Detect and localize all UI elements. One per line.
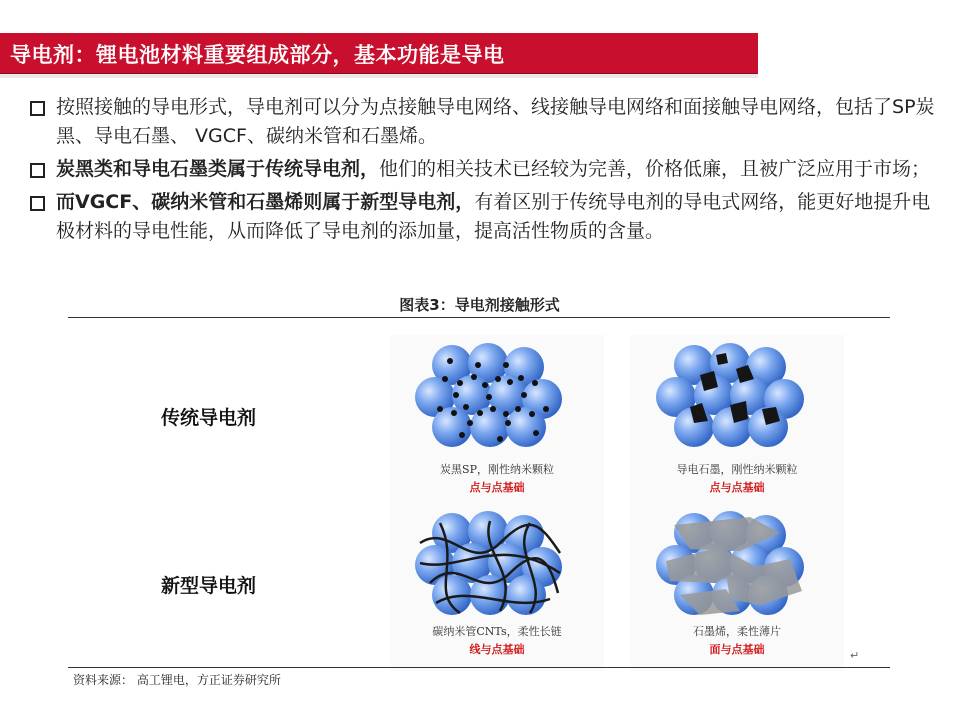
bullet-text: 按照接触的导电形式，导电剂可以分为点接触导电网络、线接触导电网络和面接触导电网络，包括了SP炭黑、导电石墨、 VGCF、碳纳米管和石墨烯。: [56, 96, 935, 147]
carbon-black-illustration: [390, 335, 604, 503]
panel-caption: 导电石墨，刚性纳米颗粒: [676, 463, 798, 476]
panel-subcaption: 面与点基础: [709, 643, 765, 656]
panel-subcaption: 点与点基础: [709, 481, 765, 494]
panel-graphite: [630, 335, 844, 503]
panel-caption: 石墨烯，柔性薄片: [693, 625, 781, 638]
bullet-item-3: [28, 188, 940, 246]
figure-caption: 图表3：导电剂接触形式: [399, 296, 560, 314]
source-note: 资料来源： 高工锂电，方正证券研究所: [73, 673, 281, 687]
bullet-text: 他们的相关技术已经较为完善，价格低廉，且被广泛应用于市场；: [379, 158, 931, 180]
panel-subcaption: 线与点基础: [469, 643, 525, 656]
bullet-item-2: [28, 155, 940, 184]
title-underline: [0, 74, 758, 78]
row-label-new: 新型导电剂: [161, 575, 257, 597]
panel-carbon-black: [390, 335, 604, 503]
panel-graphene: [630, 503, 844, 671]
square-bullet-icon: [30, 163, 45, 178]
return-mark-icon: ↵: [850, 649, 860, 662]
figure-bottom-rule: [68, 667, 890, 668]
square-bullet-icon: [30, 101, 45, 116]
figure-top-rule: [68, 317, 890, 318]
row-label-traditional: 传统导电剂: [161, 407, 257, 429]
panel-cnt: [390, 503, 604, 671]
bullet-text: 有着区别于传统导电剂的导电式网络，能更好地提升电极材料的导电性能，从而降低了导电剂的添加量，提高活性物质的含量。: [56, 191, 931, 242]
bullet-bold: 炭黑类和导电石墨类属于传统导电剂，: [56, 158, 380, 180]
title-bar: [0, 33, 758, 76]
panel-caption: 炭黑SP，刚性纳米颗粒: [440, 463, 554, 476]
bullet-bold: 而VGCF、碳纳米管和石墨烯则属于新型导电剂，: [56, 191, 475, 213]
square-bullet-icon: [30, 196, 45, 211]
graphite-illustration: [630, 335, 844, 503]
panel-caption: 碳纳米管CNTs，柔性长链: [432, 625, 562, 638]
bullet-list: [28, 93, 940, 250]
page-title: 导电剂：锂电池材料重要组成部分，基本功能是导电: [10, 43, 505, 67]
bullet-item-1: [28, 93, 940, 151]
panel-subcaption: 点与点基础: [469, 481, 525, 494]
